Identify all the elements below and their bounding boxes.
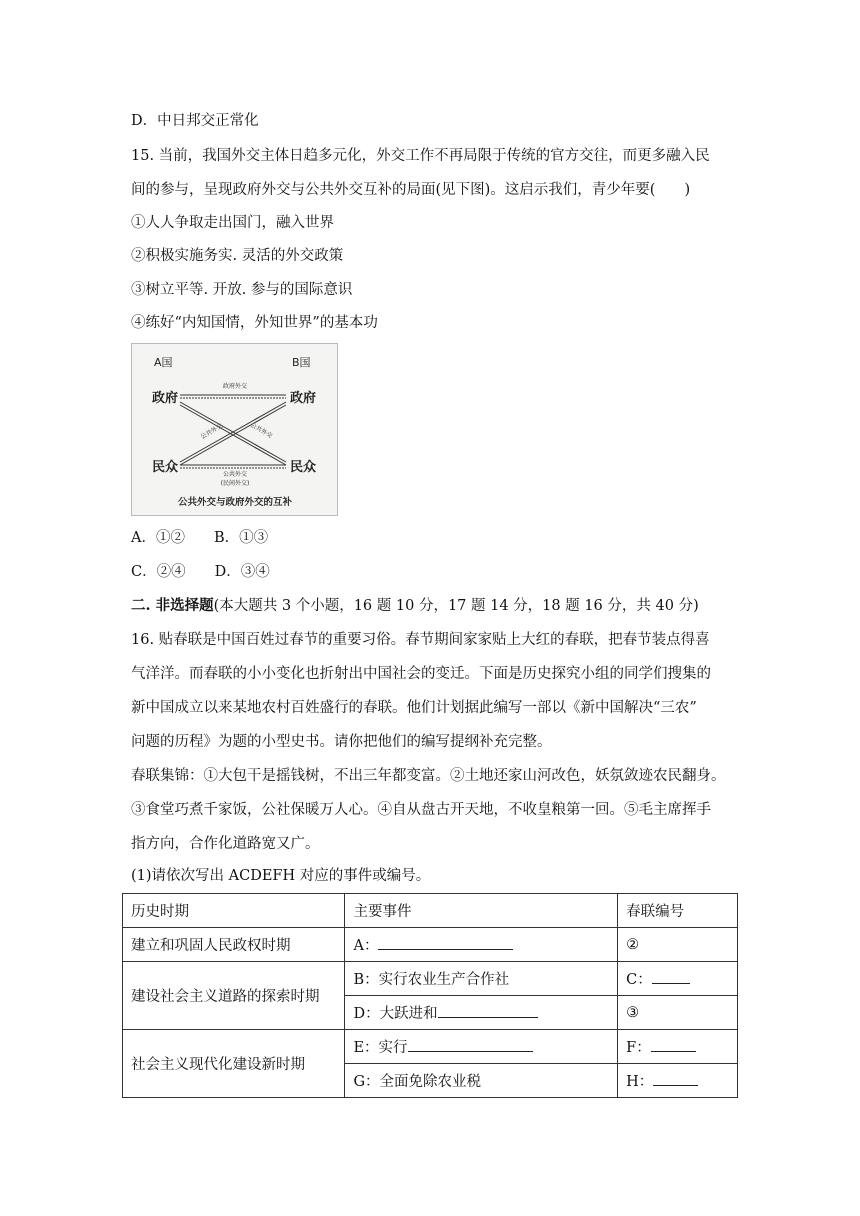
section-2-title: 二. 非选择题: [131, 597, 214, 614]
answer-blank-a[interactable]: [378, 935, 513, 950]
header-event: 主要事件: [345, 894, 618, 928]
options-ab: A．①② B．①③: [131, 530, 269, 546]
question-16-line1: 16. 贴春联是中国百姓过春节的重要习俗。春节期间家家贴上大红的春联，把春节装点得喜: [131, 632, 710, 648]
options-cd: C．②④ D．③④: [131, 564, 270, 580]
question-15-line2: 间的参与，呈现政府外交与公共外交互补的局面(见下图)。这启示我们，青少年要( ): [131, 182, 691, 198]
couplet-c-label: C：: [626, 972, 652, 988]
couplet-f-label: F：: [626, 1040, 651, 1056]
gov-diplomacy-label: 政府外交: [222, 383, 248, 390]
table-row: [123, 962, 738, 996]
event-a-label: A：: [353, 938, 379, 954]
figure-caption: 公共外交与政府外交的互补: [177, 497, 293, 508]
table-row: [123, 1030, 738, 1064]
subquestion-1: (1)请依次写出 ACDEFH 对应的事件或编号。: [131, 868, 431, 884]
event-cell: G：全面免除农业税: [345, 1064, 618, 1098]
header-couplet-number: 春联编号: [618, 894, 738, 928]
answer-blank-h[interactable]: [653, 1071, 698, 1086]
gov-left-label: 政府: [152, 391, 179, 406]
question-16-line3: 新中国成立以来某地农村百姓盛行的春联。他们计划据此编写一部以《新中国解决“三农”: [131, 700, 697, 716]
statement-2: ②积极实施务实. 灵活的外交政策: [131, 248, 344, 264]
period-cell: 建设社会主义道路的探索时期: [123, 962, 345, 1030]
people-right-label: 民众: [290, 460, 317, 475]
statement-1: ①人人争取走出国门，融入世界: [131, 215, 334, 231]
question-16-line4: 问题的历程》为题的小型史书。请你把他们的编写提纲补充完整。: [131, 734, 552, 750]
event-cell: [345, 996, 618, 1030]
statement-3: ③树立平等. 开放. 参与的国际意识: [131, 282, 353, 298]
people-left-label: 民众: [152, 460, 179, 475]
couplet-cell: [618, 1030, 738, 1064]
country-b-label: B国: [292, 356, 311, 369]
event-cell: [345, 1030, 618, 1064]
cross-left-label: 公共外交: [199, 422, 224, 441]
table-header-row: [123, 894, 738, 928]
gov-right-label: 政府: [290, 391, 317, 406]
country-a-label: A国: [154, 356, 173, 369]
event-cell: B：实行农业生产合作社: [345, 962, 618, 996]
couplet-cell: [618, 1064, 738, 1098]
option-d-q14: D．中日邦交正常化: [131, 113, 259, 129]
public-diplomacy-label: 公共外交: [222, 471, 248, 478]
couplet-cell: ②: [618, 928, 738, 962]
answer-blank-f[interactable]: [651, 1037, 696, 1052]
event-d-label: D：大跃进和: [353, 1006, 438, 1022]
couplet-cell: [618, 962, 738, 996]
couplet-cell: ③: [618, 996, 738, 1030]
question-15-line1: 15. 当前，我国外交主体日趋多元化，外交工作不再局限于传统的官方交往，而更多融入民: [131, 148, 710, 164]
answer-blank-d[interactable]: [438, 1003, 538, 1018]
event-e-label: E：实行: [353, 1040, 408, 1056]
diplomacy-diagram: [131, 343, 338, 516]
history-table: [122, 893, 738, 1098]
cross-right-label: 公共外交: [249, 421, 274, 440]
answer-blank-c[interactable]: [652, 969, 690, 984]
couplet-line3: 指方向，合作化道路宽又广。: [131, 836, 320, 852]
statement-4: ④练好“内知国情，外知世界”的基本功: [131, 315, 378, 331]
folk-diplomacy-label: (民间外交): [220, 480, 250, 487]
period-cell: 社会主义现代化建设新时期: [123, 1030, 345, 1098]
table-row: [123, 928, 738, 962]
couplet-h-label: H：: [626, 1074, 654, 1090]
question-16-line2: 气洋洋。而春联的小小变化也折射出中国社会的变迁。下面是历史探究小组的同学们搜集的: [131, 666, 711, 682]
couplet-line2: ③食堂巧煮千家饭，公社保暖万人心。④自从盘古开天地，不收皇粮第一回。⑤毛主席挥手: [131, 802, 711, 818]
event-cell: [345, 928, 618, 962]
period-cell: 建立和巩固人民政权时期: [123, 928, 345, 962]
answer-blank-e[interactable]: [408, 1037, 533, 1052]
section-2-info: (本大题共 3 个小题，16 题 10 分，17 题 14 分，18 题 16 分，共 40 分): [213, 598, 699, 614]
diplomacy-diagram-svg: [132, 344, 337, 515]
section-2-heading: [131, 596, 699, 616]
couplet-line1: 春联集锦：①大包干是摇钱树，不出三年都变富。②土地还家山河改色，妖氛敛迹农民翻身。: [131, 768, 726, 784]
header-period: 历史时期: [123, 894, 345, 928]
